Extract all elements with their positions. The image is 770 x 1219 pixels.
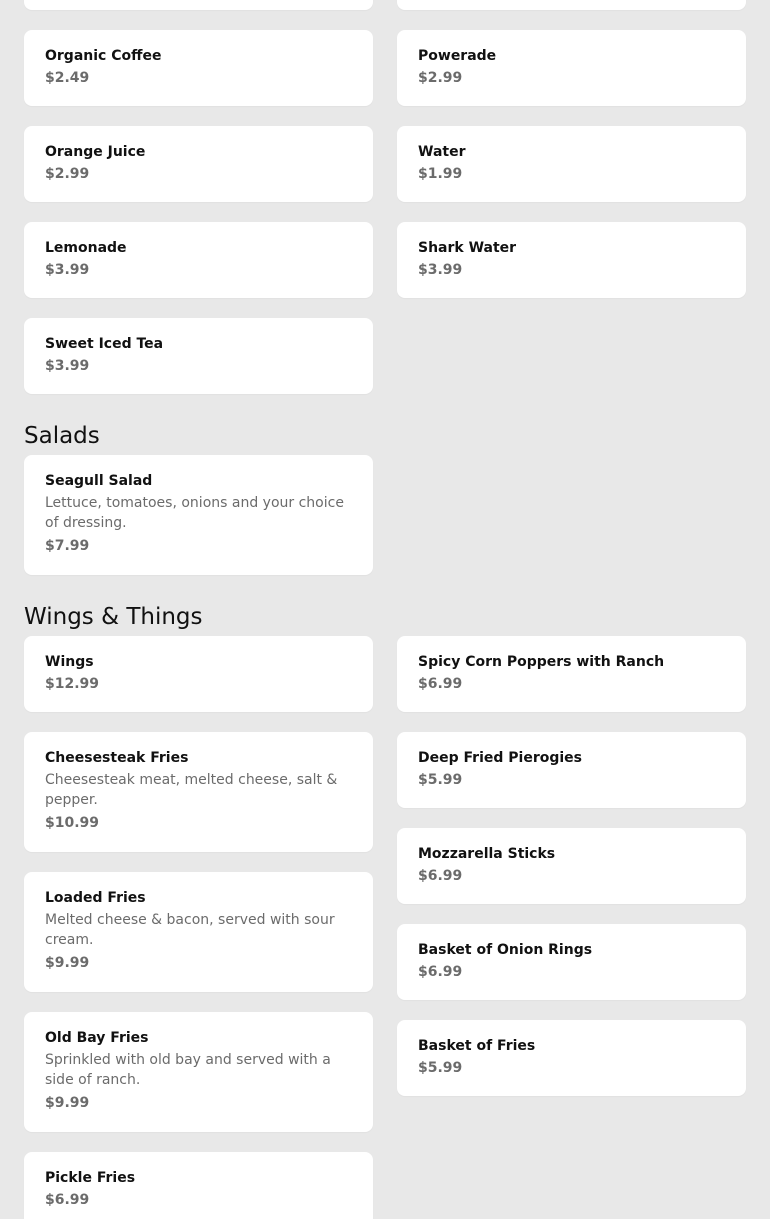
item-price: $2.49 bbox=[45, 70, 90, 86]
item-name: Sweet Iced Tea bbox=[45, 336, 164, 352]
menu-item-lemonade[interactable] bbox=[24, 222, 373, 298]
item-name: Seagull Salad bbox=[45, 473, 153, 489]
menu-item-shark-water[interactable] bbox=[397, 222, 746, 298]
item-name: Shark Water bbox=[418, 240, 517, 256]
item-name: Lemonade bbox=[45, 240, 127, 256]
menu-item-deep-fried-pierogies[interactable] bbox=[397, 732, 746, 808]
item-price: $6.99 bbox=[45, 1192, 90, 1208]
item-name: Pickle Fries bbox=[45, 1170, 136, 1186]
menu-item-water[interactable] bbox=[397, 126, 746, 202]
menu-item-old-bay-fries[interactable] bbox=[24, 1012, 373, 1132]
item-price: $6.99 bbox=[418, 964, 463, 980]
item-price: $5.99 bbox=[418, 1060, 463, 1076]
menu-item-basket-onion-rings[interactable] bbox=[397, 924, 746, 1000]
item-description: Lettuce, tomatoes, onions and your choice of dressing. bbox=[45, 495, 344, 531]
item-description: Sprinkled with old bay and served with a side of ranch. bbox=[45, 1052, 331, 1088]
item-price: $6.99 bbox=[418, 868, 463, 884]
item-name: Organic Coffee bbox=[45, 48, 162, 64]
item-name: Loaded Fries bbox=[45, 890, 146, 906]
menu-item-card-partial[interactable] bbox=[24, 0, 373, 10]
item-name: Mozzarella Sticks bbox=[418, 846, 556, 862]
menu-item-powerade[interactable] bbox=[397, 30, 746, 106]
menu-item-seagull-salad[interactable] bbox=[24, 455, 373, 575]
item-name: Wings bbox=[45, 654, 94, 670]
item-price: $12.99 bbox=[45, 676, 100, 692]
section-title-salads: Salads bbox=[24, 423, 100, 449]
menu-item-wings[interactable] bbox=[24, 636, 373, 712]
menu-item-pickle-fries[interactable] bbox=[24, 1152, 373, 1219]
item-name: Deep Fried Pierogies bbox=[418, 750, 582, 766]
item-price: $3.99 bbox=[45, 262, 90, 278]
item-price: $3.99 bbox=[418, 262, 463, 278]
menu-item-card-partial[interactable] bbox=[397, 0, 746, 10]
item-price: $9.99 bbox=[45, 1095, 90, 1111]
item-name: Old Bay Fries bbox=[45, 1030, 149, 1046]
menu-item-cheesesteak-fries[interactable] bbox=[24, 732, 373, 852]
item-price: $10.99 bbox=[45, 815, 100, 831]
item-name: Basket of Fries bbox=[418, 1038, 536, 1054]
item-price: $7.99 bbox=[45, 538, 90, 554]
item-price: $2.99 bbox=[418, 70, 463, 86]
item-name: Basket of Onion Rings bbox=[418, 942, 593, 958]
item-name: Orange Juice bbox=[45, 144, 146, 160]
item-name: Powerade bbox=[418, 48, 497, 64]
menu-item-orange-juice[interactable] bbox=[24, 126, 373, 202]
item-name: Water bbox=[418, 144, 466, 160]
item-price: $6.99 bbox=[418, 676, 463, 692]
menu-item-loaded-fries[interactable] bbox=[24, 872, 373, 992]
section-title-wings-things: Wings & Things bbox=[24, 604, 203, 630]
item-name: Cheesesteak Fries bbox=[45, 750, 189, 766]
item-description: Melted cheese & bacon, served with sour cream. bbox=[45, 912, 335, 948]
menu-item-basket-fries[interactable] bbox=[397, 1020, 746, 1096]
item-price: $5.99 bbox=[418, 772, 463, 788]
menu-item-organic-coffee[interactable] bbox=[24, 30, 373, 106]
item-price: $2.99 bbox=[45, 166, 90, 182]
item-description: Cheesesteak meat, melted cheese, salt & pepper. bbox=[45, 772, 338, 808]
item-name: Spicy Corn Poppers with Ranch bbox=[418, 654, 665, 670]
item-price: $3.99 bbox=[45, 358, 90, 374]
menu-item-sweet-iced-tea[interactable] bbox=[24, 318, 373, 394]
menu-item-mozzarella-sticks[interactable] bbox=[397, 828, 746, 904]
menu-item-spicy-corn-poppers[interactable] bbox=[397, 636, 746, 712]
item-price: $9.99 bbox=[45, 955, 90, 971]
item-price: $1.99 bbox=[418, 166, 463, 182]
